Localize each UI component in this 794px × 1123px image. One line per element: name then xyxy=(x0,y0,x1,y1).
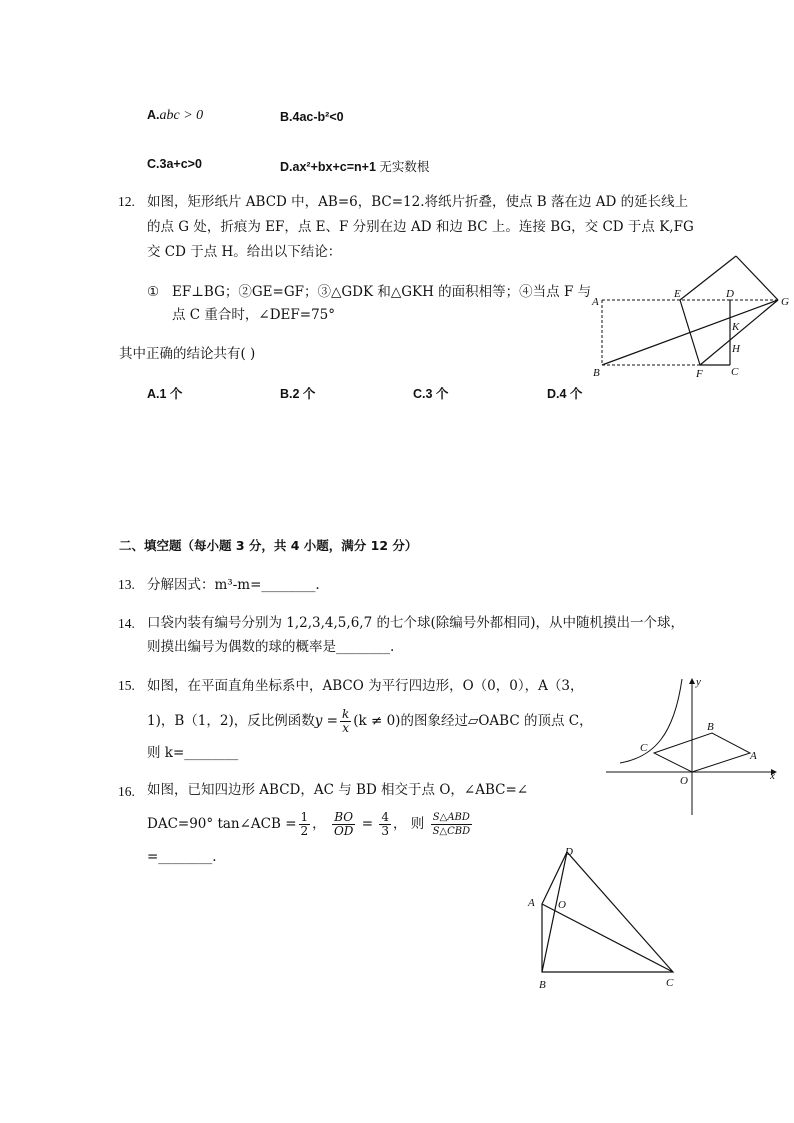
q16-tan-label: tan∠ACB = xyxy=(217,816,297,832)
q13-number: 13. xyxy=(118,577,135,592)
q15-line2-post: 的图象经过 xyxy=(400,713,468,729)
q16-diagonal-AC xyxy=(542,904,673,972)
q16-quadrilateral xyxy=(542,852,673,972)
q12-label-K: K xyxy=(732,321,740,333)
q15-label-B: B xyxy=(707,721,714,733)
parallelogram-symbol: ▱ xyxy=(467,713,479,729)
q12-option-a: A.1 个 xyxy=(147,387,183,401)
section-2-heading: 二、填空题（每小题 3 分，共 4 小题，满分 12 分） xyxy=(119,538,418,553)
q11-option-b: B.4ac-b²<0 xyxy=(280,110,344,124)
q12-label-A: A xyxy=(592,296,599,308)
q16-tan-fraction: $\frac{1}{2}$ xyxy=(300,810,309,838)
q12-segment-BG xyxy=(602,300,778,365)
q12-label-E: E xyxy=(674,288,681,300)
q12-option-b: B.2 个 xyxy=(280,387,316,401)
q12-line3: 交 CD 于点 H。给出以下结论： xyxy=(147,244,342,260)
q12-line1: 如图，矩形纸片 ABCD 中，AB=6，BC=12.将纸片折叠，使点 B 落在边 AD 的延长线上 xyxy=(147,194,689,210)
q15-label-A: A xyxy=(750,750,757,762)
q16-area-fraction: $\frac{\text{S△ABD}}{\text{S△CBD}}$ xyxy=(432,812,471,837)
q16-dac: DAC=90° xyxy=(147,816,218,832)
q15-parallelogram xyxy=(654,733,750,772)
q16-label-C: C xyxy=(666,977,674,989)
q12-option-d: D.4 个 xyxy=(547,387,583,401)
q16-line1: 如图，已知四边形 ABCD，AC 与 BD 相交于点 O，∠ABC=∠ xyxy=(147,782,529,798)
q12-label-B: B xyxy=(593,367,600,379)
q12-question: 其中正确的结论共有( ) xyxy=(119,346,256,362)
q12-label-F: F xyxy=(696,368,703,380)
q16-figure xyxy=(522,842,682,992)
q16-then: ， 则 xyxy=(392,816,425,832)
q11-option-c: C.3a+c>0 xyxy=(147,157,202,171)
q14-line2: 则摸出编号为偶数的球的概率是________. xyxy=(147,639,395,655)
q14-number: 14. xyxy=(118,616,135,631)
q15-label-x: x xyxy=(770,770,775,782)
q12-option-c: C.3 个 xyxy=(413,387,449,401)
q16-diagonal-BD xyxy=(542,852,567,972)
q15-fraction: $\frac{k}{x}$ xyxy=(341,707,350,735)
q13-text: 分解因式：m³-m=________. xyxy=(147,577,320,593)
q15-label-C: C xyxy=(640,742,648,754)
q16-label-O: O xyxy=(558,899,566,911)
q16-label-B: B xyxy=(539,979,546,991)
q12-conclusion-marker: ① xyxy=(147,284,160,300)
q15-line3: 则 k=________ xyxy=(147,745,239,761)
q11-option-a: A.abc > 0 xyxy=(147,108,204,123)
q15-line2-pre: 1)，B（1，2)，反比例函数 xyxy=(147,713,315,729)
q15-figure xyxy=(604,675,784,820)
q15-tail: OABC 的顶点 C， xyxy=(478,713,593,729)
q15-func: y = xyxy=(314,713,338,729)
q16-line3: =________. xyxy=(147,849,217,865)
q16-label-A: A xyxy=(528,897,535,909)
q12-edge-top-G xyxy=(736,256,778,300)
q16-bo-od-fraction: $\frac{BO}{OD}$ xyxy=(333,810,354,838)
q16-line2: DAC=90° tan∠ACB = $\frac{1}{2}$ ， $\frac{BO}{OD}$ = $\frac{4}{3}$ ， 则 $\frac{\text{S△ABD}}{\text{S△CBD}}$ xyxy=(147,810,471,838)
q15-label-y: y xyxy=(696,676,701,688)
q12-conclusion-line1: EF⊥BG；②GE=GF；③△GDK 和△GKH 的面积相等；④当点 F 与 xyxy=(172,284,592,300)
q16-number: 16. xyxy=(118,784,135,799)
q11-option-d: D.ax²+bx+c=n+1 无实数根 xyxy=(280,160,430,174)
q14-line1: 口袋内装有编号分别为 1,2,3,4,5,6,7 的七个球(除编号外都相同)，从中随机摸出一个球， xyxy=(147,615,684,631)
q15-cond: (k ≠ 0) xyxy=(353,713,401,729)
q12-label-C: C xyxy=(731,366,739,378)
q12-label-G: G xyxy=(781,296,789,308)
q16-ratio-fraction: $\frac{4}{3}$ xyxy=(381,810,389,838)
q12-label-D: D xyxy=(726,288,734,300)
q15-hyperbola-curve xyxy=(620,679,682,763)
q12-figure xyxy=(588,250,794,380)
q16-label-D: D xyxy=(565,846,573,858)
q15-label-O: O xyxy=(680,775,688,787)
q12-label-H: H xyxy=(732,343,740,355)
q15-line1: 如图，在平面直角坐标系中，ABCO 为平行四边形，O（0，0），A（3， xyxy=(147,678,584,694)
q15-line2 xyxy=(147,706,593,736)
q15-number: 15. xyxy=(118,678,135,693)
q12-conclusion-line2: 点 C 重合时，∠DEF=75° xyxy=(172,307,336,323)
q12-line2: 的点 G 处，折痕为 EF，点 E、F 分别在边 AD 和边 BC 上。连接 BG，交 CD 于点 K,FG xyxy=(147,219,694,235)
q12-number: 12. xyxy=(118,194,135,209)
